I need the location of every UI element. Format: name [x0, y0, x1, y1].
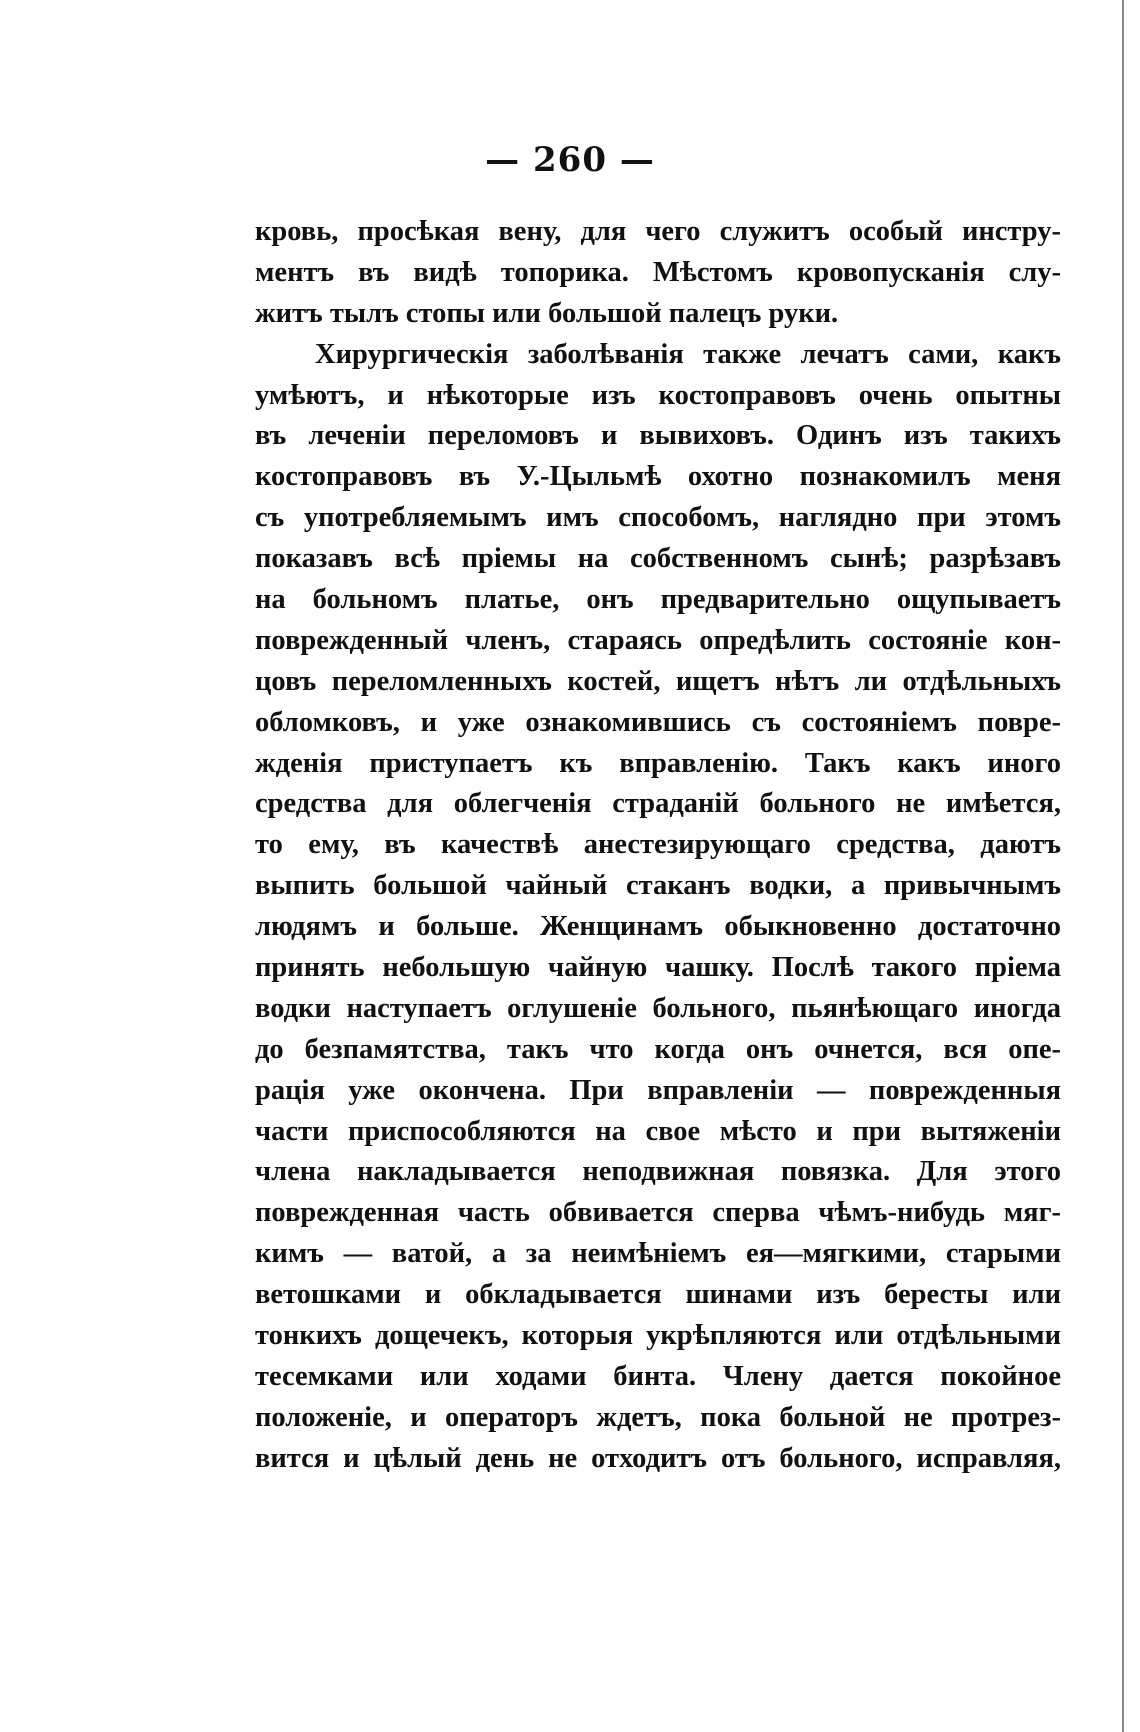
text-line: костоправовъ въ У.-Цыльмѣ охотно познакомилъ меня — [255, 461, 1061, 493]
paragraph-first-line: Хирургическія заболѣванія также лечатъ сами, какъ — [315, 338, 1061, 370]
text-line: члена накладывается неподвижная повязка. Для этого — [255, 1156, 1061, 1188]
text-line: то ему, въ качествѣ анестезирующаго средства, даютъ — [255, 829, 1061, 861]
text-line: тонкихъ дощечекъ, которыя укрѣпляются или отдѣльными — [255, 1320, 1061, 1352]
text-line: выпить большой чайный стаканъ водки, а привычнымъ — [255, 870, 1061, 902]
text-line: жденія приступаетъ къ вправленію. Такъ какъ иного — [255, 747, 1061, 779]
text-line: обломковъ, и уже ознакомившись съ состояніемъ повре- — [255, 706, 1061, 738]
text-line: части приспособляются на свое мѣсто и при вытяженіи — [255, 1115, 1061, 1147]
text-line: поврежденный членъ, стараясь опредѣлить состояніе кон- — [255, 624, 1061, 656]
text-line: кровь, просѣкая вену, для чего служитъ особый инстру- — [255, 216, 1061, 247]
text-line: кимъ — ватой, а за неимѣніемъ ея—мягкими, старыми — [255, 1238, 1061, 1270]
text-line: тесемками или ходами бинта. Члену дается покойное — [255, 1360, 1061, 1392]
text-line: умѣютъ, и нѣкоторые изъ костоправовъ очень опытны — [255, 379, 1061, 411]
text-line: показавъ всѣ пріемы на собственномъ сынѣ; разрѣзавъ — [255, 543, 1061, 575]
text-line: поврежденная часть обвивается сперва чѣмъ-нибудь мяг- — [255, 1197, 1061, 1229]
text-line: вится и цѣлый день не отходитъ отъ больного, исправляя, — [255, 1442, 1061, 1474]
body-text — [255, 212, 1061, 1480]
text-line: ментъ въ видѣ топорика. Мѣстомъ кровопусканія слу- — [255, 256, 1061, 288]
text-line: положеніе, и операторъ ждетъ, пока больной не протрез- — [255, 1401, 1061, 1433]
text-line: до безпамятства, такъ что когда онъ очнется, вся опе- — [255, 1033, 1061, 1065]
text-line: средства для облегченія страданій больного не имѣется, — [255, 788, 1061, 820]
text-line: рація уже окончена. При вправленіи — поврежденныя — [255, 1074, 1061, 1106]
text-line: съ употребляемымъ имъ способомъ, наглядно при этомъ — [255, 502, 1061, 534]
text-line: водки наступаетъ оглушеніе больного, пьянѣющаго иногда — [255, 992, 1061, 1024]
text-line: на больномъ платье, онъ предварительно ощупываетъ — [255, 584, 1061, 616]
text-line: людямъ и больше. Женщинамъ обыкновенно достаточно — [255, 911, 1061, 943]
text-line: цовъ переломленныхъ костей, ищетъ нѣтъ ли отдѣльныхъ — [255, 665, 1061, 697]
text-line: житъ тылъ стопы или большой палецъ руки. — [255, 297, 839, 329]
text-line: принять небольшую чайную чашку. Послѣ такого пріема — [255, 952, 1061, 984]
text-line: въ леченіи переломовъ и вывиховъ. Одинъ изъ такихъ — [255, 420, 1061, 452]
page-number: — 260 — — [485, 140, 655, 180]
text-line: ветошками и обкладывается шинами изъ бересты или — [255, 1279, 1061, 1311]
page-edge-line — [1122, 0, 1124, 1732]
